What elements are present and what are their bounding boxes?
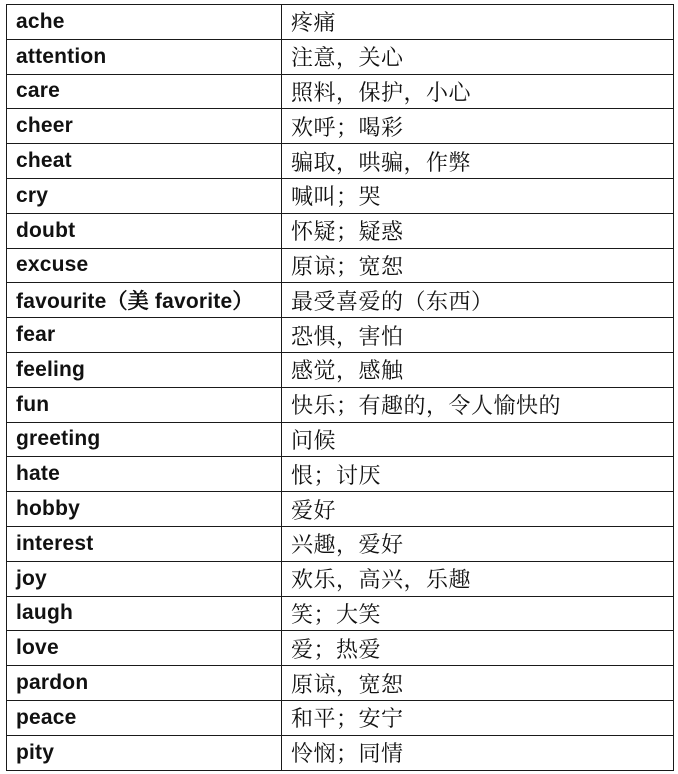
meaning-cell: 注意，关心 bbox=[282, 39, 674, 74]
word-cell: ache bbox=[7, 5, 282, 40]
table-row bbox=[7, 109, 674, 144]
meaning-cell: 爱；热爱 bbox=[282, 631, 674, 666]
table-row bbox=[7, 213, 674, 248]
table-row bbox=[7, 457, 674, 492]
word-cell: interest bbox=[7, 526, 282, 561]
meaning-cell: 恨；讨厌 bbox=[282, 457, 674, 492]
table-row bbox=[7, 74, 674, 109]
table-row bbox=[7, 735, 674, 770]
meaning-cell: 问候 bbox=[282, 422, 674, 457]
table-row bbox=[7, 39, 674, 74]
meaning-cell: 疼痛 bbox=[282, 5, 674, 40]
table-row bbox=[7, 561, 674, 596]
word-cell: excuse bbox=[7, 248, 282, 283]
table-row bbox=[7, 387, 674, 422]
meaning-cell: 感觉，感触 bbox=[282, 352, 674, 387]
vocabulary-table-body bbox=[7, 5, 674, 771]
table-row bbox=[7, 5, 674, 40]
word-cell: attention bbox=[7, 39, 282, 74]
word-cell: peace bbox=[7, 700, 282, 735]
table-row bbox=[7, 283, 674, 318]
meaning-cell: 和平；安宁 bbox=[282, 700, 674, 735]
word-cell: greeting bbox=[7, 422, 282, 457]
word-cell: cry bbox=[7, 178, 282, 213]
word-cell: favourite（美 favorite） bbox=[7, 283, 282, 318]
meaning-cell: 骗取，哄骗，作弊 bbox=[282, 144, 674, 179]
word-cell: pity bbox=[7, 735, 282, 770]
table-row bbox=[7, 144, 674, 179]
word-cell: hate bbox=[7, 457, 282, 492]
table-row bbox=[7, 596, 674, 631]
meaning-cell: 快乐；有趣的，令人愉快的 bbox=[282, 387, 674, 422]
table-row bbox=[7, 666, 674, 701]
word-cell: feeling bbox=[7, 352, 282, 387]
meaning-cell: 怜悯；同情 bbox=[282, 735, 674, 770]
word-cell: fun bbox=[7, 387, 282, 422]
meaning-cell: 兴趣，爱好 bbox=[282, 526, 674, 561]
word-cell: care bbox=[7, 74, 282, 109]
table-row bbox=[7, 700, 674, 735]
meaning-cell: 欢呼；喝彩 bbox=[282, 109, 674, 144]
meaning-cell: 欢乐，高兴，乐趣 bbox=[282, 561, 674, 596]
meaning-cell: 原谅；宽恕 bbox=[282, 248, 674, 283]
meaning-cell: 恐惧，害怕 bbox=[282, 318, 674, 353]
meaning-cell: 笑；大笑 bbox=[282, 596, 674, 631]
word-cell: doubt bbox=[7, 213, 282, 248]
table-row bbox=[7, 318, 674, 353]
meaning-cell: 爱好 bbox=[282, 492, 674, 527]
meaning-cell: 怀疑；疑惑 bbox=[282, 213, 674, 248]
word-cell: fear bbox=[7, 318, 282, 353]
meaning-cell: 喊叫；哭 bbox=[282, 178, 674, 213]
meaning-cell: 原谅，宽恕 bbox=[282, 666, 674, 701]
word-cell: joy bbox=[7, 561, 282, 596]
word-cell: laugh bbox=[7, 596, 282, 631]
word-cell: cheer bbox=[7, 109, 282, 144]
meaning-cell: 最受喜爱的（东西） bbox=[282, 283, 674, 318]
table-row bbox=[7, 492, 674, 527]
word-cell: hobby bbox=[7, 492, 282, 527]
table-row bbox=[7, 248, 674, 283]
vocabulary-table bbox=[6, 4, 674, 771]
table-row bbox=[7, 631, 674, 666]
word-cell: pardon bbox=[7, 666, 282, 701]
table-row bbox=[7, 352, 674, 387]
meaning-cell: 照料，保护，小心 bbox=[282, 74, 674, 109]
word-cell: cheat bbox=[7, 144, 282, 179]
table-row bbox=[7, 178, 674, 213]
word-cell: love bbox=[7, 631, 282, 666]
table-row bbox=[7, 422, 674, 457]
table-row bbox=[7, 526, 674, 561]
